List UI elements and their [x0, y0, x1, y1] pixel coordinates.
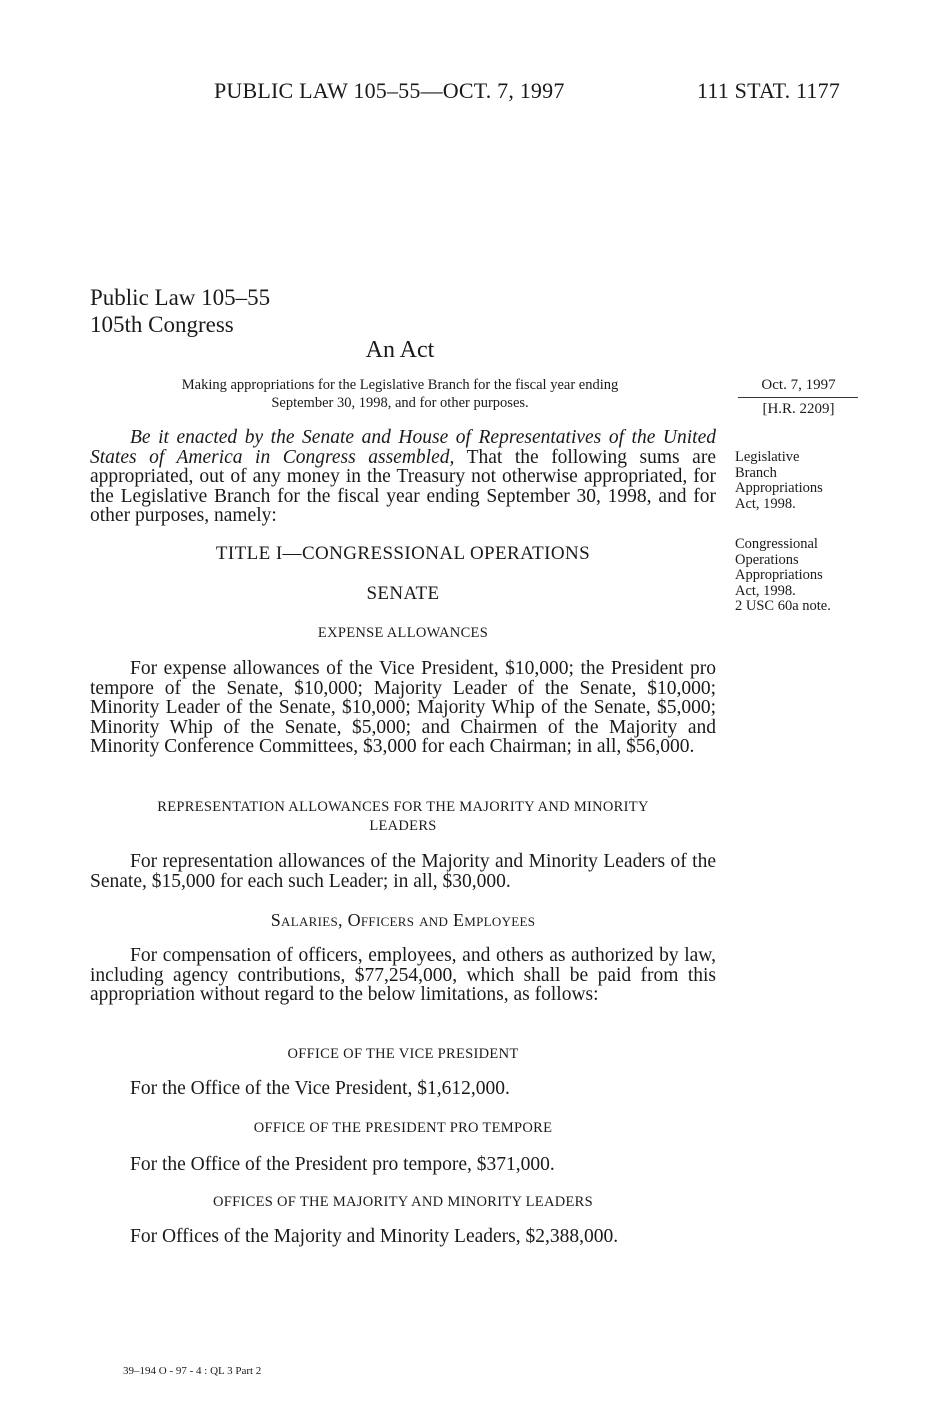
paragraph-text: For representation allowances of the Majority and Minority Leaders of the Senate, $15,000 for each such Leader; in all, $30,000.	[90, 851, 716, 892]
margin-note-line: Branch	[735, 464, 777, 481]
margin-note-line: 2 USC 60a note.	[735, 598, 831, 614]
margin-divider	[738, 397, 858, 398]
vice-president-office-heading: OFFICE OF THE VICE PRESIDENT	[287, 1046, 519, 1062]
act-title: An Act	[365, 337, 435, 363]
leaders-offices-heading: OFFICES OF THE MAJORITY AND MINORITY LEADERS	[212, 1194, 594, 1210]
representation-allowances-heading	[90, 798, 716, 836]
margin-note-line: Appropriations	[735, 480, 823, 496]
paragraph-text: For compensation of officers, employees, and others as authorized by law, including agency contributions, $77,254,000, which shall be paid from this appropriation without regard to the below limitations, as follows:	[90, 945, 716, 1005]
leaders-offices-text: For Offices of the Majority and Minority Leaders, $2,388,000.	[130, 1226, 619, 1247]
salaries-heading: Salaries, Officers and Employees	[270, 910, 536, 930]
running-head-page: 111 STAT. 1177	[697, 78, 841, 103]
margin-note-line: Operations	[735, 551, 799, 568]
vice-president-office-text: For the Office of the Vice President, $1,612,000.	[130, 1078, 510, 1099]
representation-allowances-text	[90, 852, 716, 891]
expense-allowances-heading: EXPENSE ALLOWANCES	[317, 625, 489, 641]
title-heading: TITLE I—CONGRESSIONAL OPERATIONS	[215, 543, 591, 564]
senate-heading: SENATE	[366, 583, 440, 604]
margin-bill-number: [H.R. 2209]	[762, 401, 835, 417]
law-number: Public Law 105–55	[90, 285, 271, 310]
print-job-code: 39–194 O - 97 - 4 : QL 3 Part 2	[123, 1365, 262, 1377]
purpose-line-2: September 30, 1998, and for other purposes.	[271, 395, 529, 411]
enacting-formula: Be it enacted by the Senate and House of Representatives of the United States of America in Congress assembled,	[90, 427, 716, 468]
margin-date: Oct. 7, 1997	[761, 377, 836, 393]
president-pro-tempore-office-text: For the Office of the President pro tempore, $371,000.	[130, 1154, 555, 1175]
heading-line-2: LEADERS	[369, 818, 437, 834]
heading-line-1: REPRESENTATION ALLOWANCES FOR THE MAJORITY AND MINORITY	[157, 799, 649, 815]
margin-note-line: Congressional	[735, 536, 818, 552]
margin-note-line: Appropriations	[735, 567, 823, 583]
purpose-line-1: Making appropriations for the Legislative Branch for the fiscal year ending	[181, 377, 619, 393]
paragraph-text: For expense allowances of the Vice President, $10,000; the President pro tempore of the Senate, $10,000; Majority Leader of the Senate, $10,000; Minority Leader of the Senate, $10,000; Majority Whip of the Senate, $5,000; Minority Whip of the Senate, $5,000; and Chairmen of the Majority and Minority Conference Committees, $3,000 for each Chairman; in all, $56,000.	[90, 658, 716, 757]
salaries-text	[90, 946, 716, 1005]
running-head-left: PUBLIC LAW 105–55—OCT. 7, 1997	[214, 78, 565, 103]
congress-number: 105th Congress	[90, 312, 234, 337]
enacting-text: That the following sums are appropriated, out of any money in the Treasury not otherwise appropriated, for the Legislative Branch for the fiscal year ending September 30, 1998, and for other purposes, namely:	[90, 446, 716, 526]
expense-allowances-text	[90, 659, 716, 757]
enacting-clause	[90, 428, 716, 526]
margin-note-line: Act, 1998.	[735, 582, 796, 599]
margin-note-line: Act, 1998.	[735, 495, 796, 512]
president-pro-tempore-office-heading: OFFICE OF THE PRESIDENT PRO TEMPORE	[253, 1120, 553, 1136]
margin-note-short-title	[735, 450, 875, 512]
act-purpose	[110, 376, 690, 412]
margin-note-line: Legislative	[735, 449, 800, 465]
margin-note-title-one	[735, 537, 875, 615]
